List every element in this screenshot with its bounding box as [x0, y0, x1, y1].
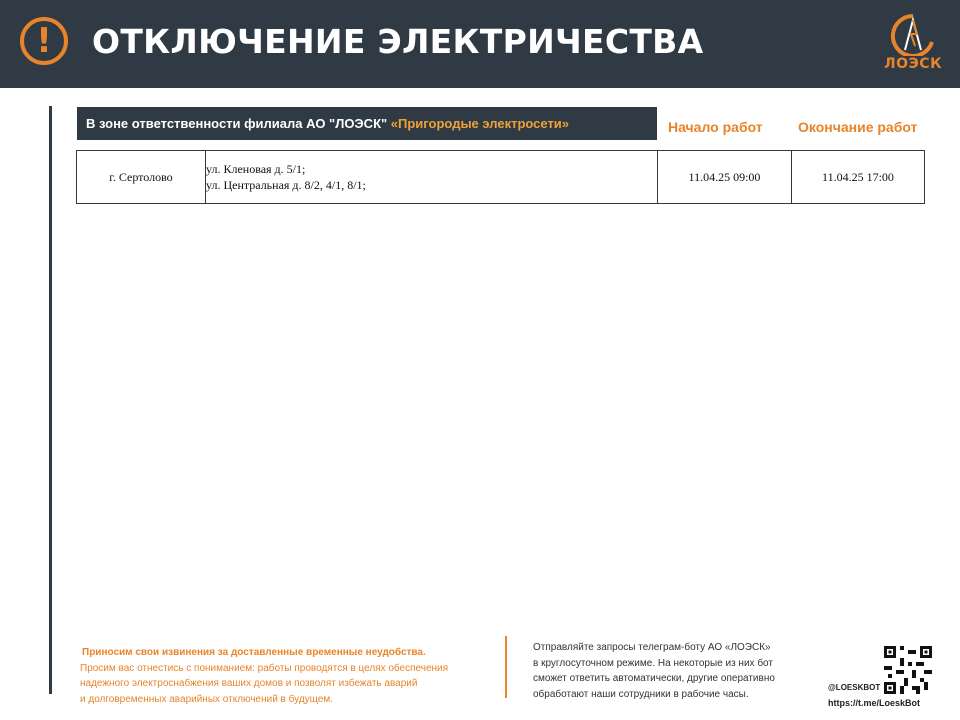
address-line: ул. Центральная д. 8/2, 4/1, 8/1; [206, 178, 366, 192]
bot-info-line: Отправляйте запросы телеграм-боту АО «ЛОЭСК» [533, 642, 771, 653]
bot-info-line: в круглосуточном режиме. На некоторые из них бот [533, 657, 773, 669]
apology-block [80, 645, 490, 707]
end-time-cell: 11.04.25 17:00 [792, 151, 925, 204]
logo-text: ЛОЭСК [883, 56, 943, 72]
bot-url-link[interactable]: https://t.me/LoeskBot [828, 698, 921, 708]
page-title: ОТКЛЮЧЕНИЕ ЭЛЕКТРИЧЕСТВА [92, 22, 704, 61]
page-header [0, 0, 960, 88]
apology-title: Приносим свои извинения за доставленные временные неудобства. [82, 647, 426, 658]
zone-branch: «Пригородые электросети» [390, 116, 570, 131]
loesk-logo [880, 12, 946, 76]
start-time-cell: 11.04.25 09:00 [658, 151, 792, 204]
bot-handle: @LOESKBOT [828, 683, 881, 692]
footer-divider [505, 636, 507, 698]
bot-info-line: сможет ответить автоматически, другие оперативно [533, 673, 775, 684]
outage-table [76, 150, 925, 204]
addresses-cell [206, 151, 658, 204]
left-accent-bar [49, 106, 52, 694]
apology-line: надежного электроснабжения ваших домов и позволят избежать аварий [80, 678, 418, 689]
qr-code-icon[interactable] [884, 646, 932, 694]
city-cell: г. Сертолово [77, 151, 206, 204]
column-header-end: Окончание работ [798, 119, 918, 135]
address-line: ул. Кленовая д. 5/1; [206, 162, 306, 176]
table-row [77, 151, 925, 204]
exclamation-circle-icon: ! [20, 17, 68, 65]
bot-info-line: обработают наши сотрудники в рабочие часы. [533, 688, 749, 700]
zone-prefix: В зоне ответственности филиала АО "ЛОЭСК" [86, 116, 391, 131]
logo-emblem-icon [880, 12, 946, 56]
column-header-start: Начало работ [668, 119, 763, 135]
zone-header [77, 107, 657, 140]
apology-line: Просим вас отнестись с пониманием: работы проводятся в целях обеспечения [80, 662, 449, 674]
bot-info-block [533, 640, 813, 702]
apology-line: и долговременных аварийных отключений в будущем. [80, 693, 333, 705]
